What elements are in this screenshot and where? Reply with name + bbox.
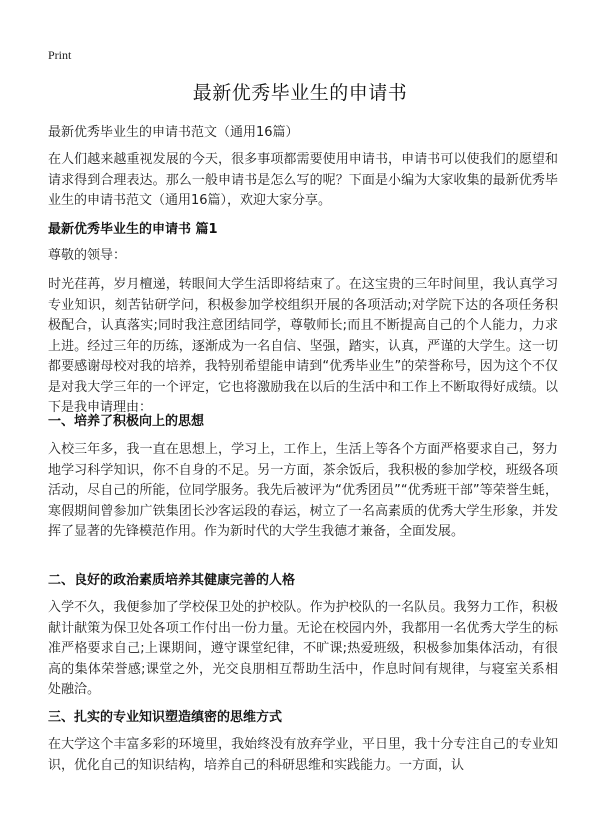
heading-3: 三、扎实的专业知识塑造缜密的思维方式 [48,710,283,725]
body-paragraph-3: 入学不久，我便参加了学校保卫处的护校队。作为护校队的一名队员。我努力工作，积极献计献策为保卫处各项工作付出一份力量。无论在校园内外，我都用一名优秀大学生的标准严格要求自己;上课期间，遵守课堂纪律，不旷课;热爱班级，积极参加集体活动，有很高的集体荣誉感;课堂之外，光交良朋相互帮助生活中，作息时间有规律，与寝室关系相处融洽。 [48,600,558,697]
document-title: 最新优秀毕业生的申请书 [192,82,408,104]
body-paragraph-1: 时光荏苒，岁月檀递，转眼间大学生活即将结束了。在这宝贵的三年时间里，我认真学习专业知识，刻苦钻研学问，积极参加学校组织开展的各项活动;对学院下达的各项任务积极配合，认真落实;同时我注意团结同学，尊敬师长;而且不断提高自己的个人能力，力求上进。经过三年的历练，逐渐成为一名自信、坚强，踏实，认真，严谨的大学生。这一切都要感谢母校对我的培养，我特别希望能申请到“优秀毕业生”的荣誉称号，因为这个不仅是对我大学三年的一个评定，它也将激励我在以后的生活中和工作上不断取得好成绩。以下是我申请理由： [48,277,558,415]
salutation: 尊敬的领导： [48,248,127,263]
heading-2: 二、良好的政治素质培养其健康完善的人格 [48,573,296,588]
print-label[interactable]: Print [48,48,72,62]
heading-1: 一、培养了积极向上的思想 [48,414,205,429]
section-title: 最新优秀毕业生的申请书 篇1 [48,222,218,237]
body-paragraph-2: 入校三年多，我一直在思想上，学习上，工作上，生活上等各个方面严格要求自己，努力地学习科学知识，你不自身的不足。另一方面，茶余饭后，我积极的参加学校，班级各项活动，尽自己的所能，位同学服务。我先后被评为“优秀团员”“优秀班干部”等荣誉生蚝，寒假期间曾参加广铁集团长沙客运段的春运，树立了一名高素质的优秀大学生形象，并发挥了显著的先锋模范作用。作为新时代的大学生我德才兼备，全面发展。 [48,442,558,539]
intro-paragraph: 在人们越来越重视发展的今天，很多事项都需要使用申请书，申请书可以使我们的愿望和请求得到合理表达。那么一般申请书是怎么写的呢？下面是小编为大家收集的最新优秀毕业生的申请书范文（通用16篇），欢迎大家分享。 [48,152,558,208]
document-subtitle: 最新优秀毕业生的申请书范文（通用16篇） [48,125,299,140]
body-paragraph-4: 在大学这个丰富多彩的环境里，我始终没有放弃学业，平日里，我十分专注自己的专业知识，优化自己的知识结构，培养自己的科研思维和实践能力。一方面，认 [48,737,558,773]
